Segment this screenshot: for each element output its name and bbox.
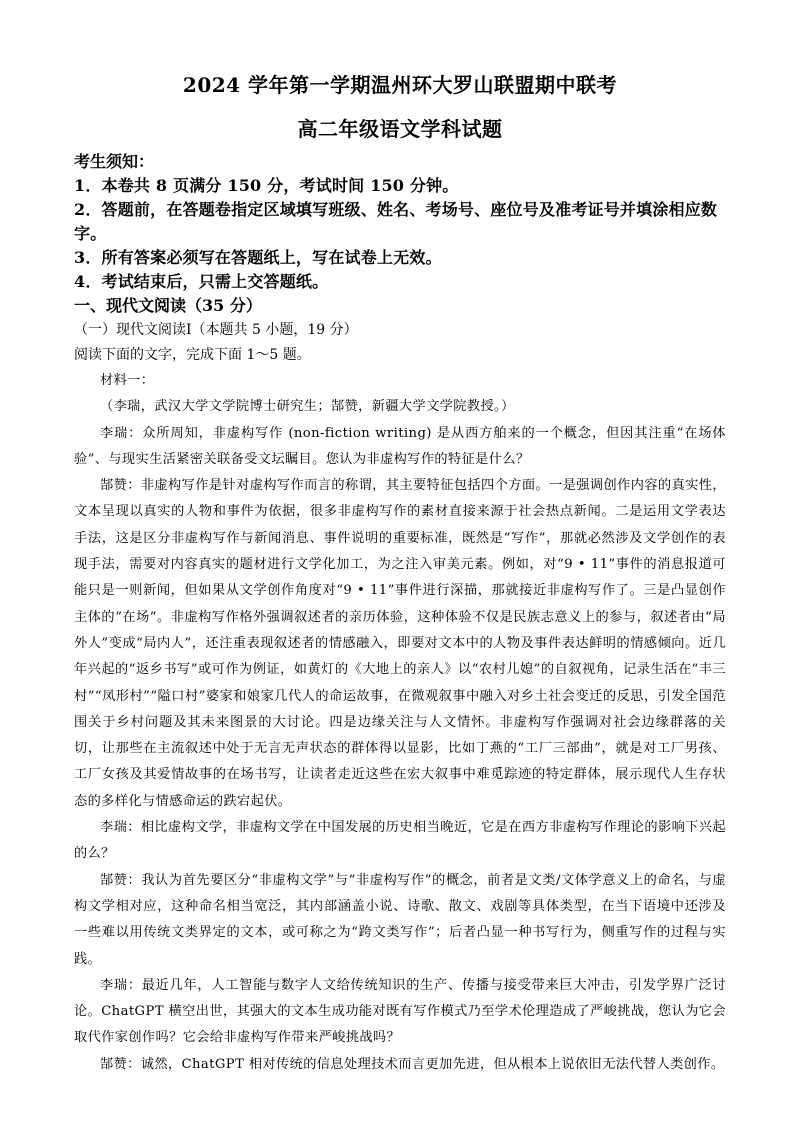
notice-block — [74, 150, 726, 294]
interview-paragraph-3: 李瑞：相比虚构文学，非虚构文学在中国发展的历史相当晚近，它是在西方非虚构写作理论的影响下兴起的么？ — [74, 820, 726, 862]
section-subheading: （一）现代文阅读Ⅰ（本题共 5 小题，19 分） — [74, 322, 358, 338]
author-note: （李瑞，武汉大学文学院博士研究生；郜赞，新疆大学文学院教授。） — [100, 399, 515, 415]
reading-instruction: 阅读下面的文字，完成下面 1～5 题。 — [74, 347, 311, 363]
material-label: 材料一： — [100, 373, 155, 388]
notice-item-1: 1．本卷共 8 页满分 150 分，考试时间 150 分钟。 — [74, 176, 459, 195]
notice-item-3: 3．所有答案必须写在答题纸上，写在试卷上无效。 — [74, 248, 442, 267]
interview-paragraph-6: 郜赞：诚然，ChatGPT 相对传统的信息处理技术而言更加先进，但从根本上说依旧无法代替人类创作。 — [100, 1056, 725, 1072]
interview-paragraph-5: 李瑞：最近几年，人工智能与数字人文给传统知识的生产、传播与接受带来巨大冲击，引发学界广泛讨论。ChatGPT 横空出世，其强大的文本生成功能对既有写作模式乃至学术伦理造成了严峻挑战，您认为它会取代作家创作吗？它会给非虚构写作带来严峻挑战吗？ — [74, 977, 726, 1046]
exam-page — [74, 64, 726, 1078]
notice-heading: 考生须知： — [74, 152, 155, 171]
notice-item-2: 2．答题前，在答题卷指定区域填写班级、姓名、考场号、座位号及准考证号并填涂相应数字。 — [74, 200, 718, 243]
notice-item-4: 4．考试结束后，只需上交答题纸。 — [74, 272, 329, 291]
interview-paragraph-1: 李瑞：众所周知，非虚构写作 (non-fiction writing) 是从西方舶来的一个概念，但因其注重“在场体验”、与现实生活紧密关联备受文坛瞩目。您认为非虚构写作的特征是什么？ — [74, 425, 726, 467]
exam-title: 2024 学年第一学期温州环大罗山联盟期中联考 — [182, 73, 618, 97]
interview-paragraph-4: 郜赞：我认为首先要区分“非虚构文学”与“非虚构写作”的概念，前者是文类/文体学意义上的命名，与虚构文学相对应，这种命名相当宽泛，其内部涵盖小说、诗歌、散文、戏剧等具体类型，在当下语境中还涉及一些难以用传统文类界定的文本，或可称之为“跨文类写作”；后者凸显一种书写行为，侧重写作的过程与实践。 — [74, 872, 726, 967]
exam-subtitle: 高二年级语文学科试题 — [297, 117, 503, 141]
section-heading: 一、现代文阅读（35 分） — [74, 296, 262, 315]
interview-paragraph-2: 郜赞：非虚构写作是针对虚构写作而言的称谓，其主要特征包括四个方面。一是强调创作内容的真实性，文本呈现以真实的人物和事件为依据，很多非虚构写作的素材直接来源于社会热点新闻。二是运用文学表达手法，这是区分非虚构写作与新闻消息、事件说明的重要标准，既然是“写作”，那就必然涉及文学创作的表现手法，需要对内容真实的题材进行文学化加工，为之注入审美元素。例如，对“9 • 11”事件的消息报道可能只是一则新闻，但如果从文学创作角度对“9 • 11”事件进行深描，那就接近非虚构写作了。三是凸显创作主体的“在场”。非虚构写作格外强调叙述者的亲历体验，这种体验不仅是民族志意义上的参与，叙述者由“局外人”变成“局内人”，还注重表现叙述者的情感融入，即要对文本中的人物及事件表达鲜明的情感倾向。近几年兴起的“返乡书写”或可作为例证，如黄灯的《大地上的亲人》以“农村儿媳”的自叙视角，记录生活在“丰三村”“凤形村”“隘口村”婆家和娘家几代人的命运故事，在微观叙事中融入对乡土社会变迁的反思，引发全国范围关于乡村问题及其未来图景的大讨论。四是边缘关注与人文情怀。非虚构写作强调对社会边缘群落的关切，让那些在主流叙述中处于无言无声状态的群体得以显影，比如丁燕的“工厂三部曲”，就是对工厂男孩、工厂女孩及其爱情故事的在场书写，让读者走近这些在宏大叙事中难觅踪迹的特定群体，展示现代人生存状态的多样化与情感命运的跌宕起伏。 — [74, 478, 726, 809]
